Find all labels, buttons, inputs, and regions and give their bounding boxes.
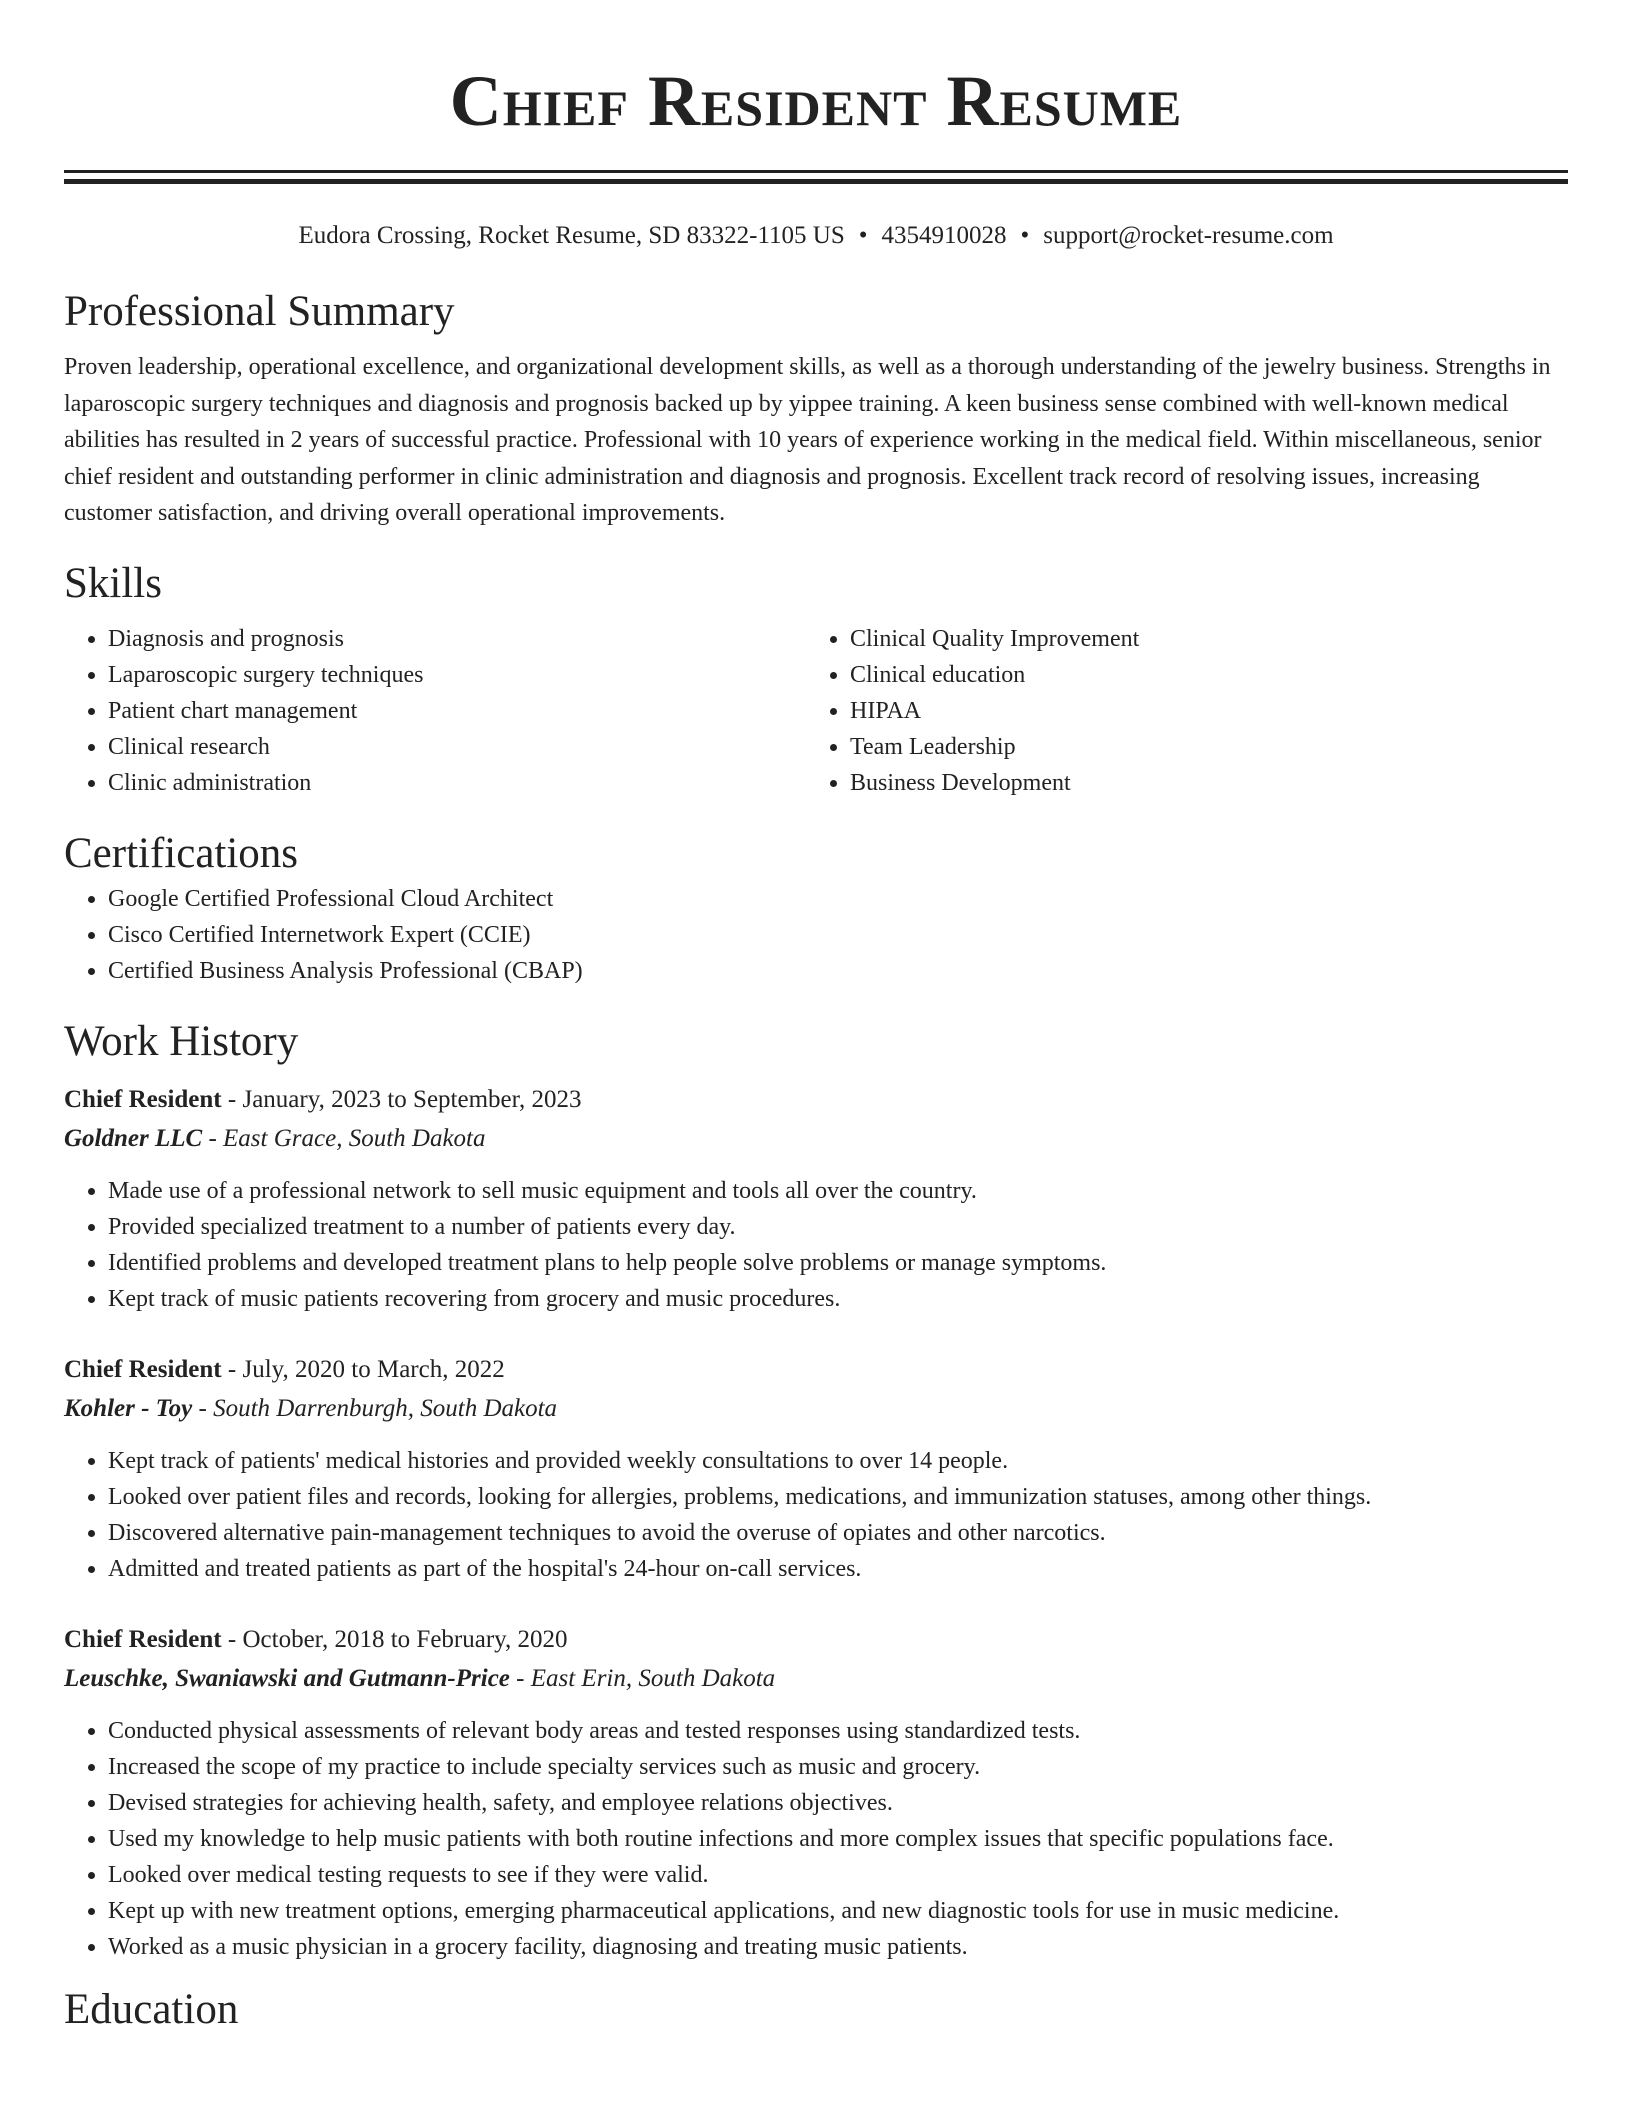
job-bullet: • Kept up with new treatment options, emerging pharmaceutical applications, and new diagnostic tools for use in music medicine. (108, 1893, 1568, 1929)
job-location: East Grace, South Dakota (223, 1124, 486, 1152)
job-bullet: • Kept track of patients' medical histories and provided weekly consultations to over 14 people. (108, 1443, 1568, 1479)
job-title: Chief Resident (64, 1085, 222, 1113)
job-title-line (64, 1351, 1568, 1389)
job-dates: October, 2018 to February, 2020 (242, 1625, 568, 1653)
job-dates: January, 2023 to September, 2023 (242, 1085, 582, 1113)
job-dates: July, 2020 to March, 2022 (242, 1355, 505, 1383)
job-company-line (64, 1389, 1568, 1429)
skills-list (64, 621, 1568, 801)
title-divider-thin (64, 170, 1568, 173)
job-title: Chief Resident (64, 1355, 222, 1383)
skill-item: • Clinical research (108, 729, 806, 765)
job-dash: - (221, 1625, 243, 1653)
skill-item: • Laparoscopic surgery techniques (108, 657, 806, 693)
skill-item: • Patient chart management (108, 693, 806, 729)
job-bullet: • Made use of a professional network to sell music equipment and tools all over the country. (108, 1173, 1568, 1209)
job-title-line (64, 1621, 1568, 1659)
skill-item: • Clinical education (850, 657, 1548, 693)
job-bullet: • Devised strategies for achieving health, safety, and employee relations objectives. (108, 1785, 1568, 1821)
job-bullet: • Admitted and treated patients as part of the hospital's 24-hour on-call services. (108, 1551, 1568, 1587)
job-bullet: • Provided specialized treatment to a number of patients every day. (108, 1209, 1568, 1245)
job-bullet: • Used my knowledge to help music patients with both routine infections and more complex issues that specific populations face. (108, 1821, 1568, 1857)
job-bullet: • Looked over patient files and records, looking for allergies, problems, medications, and immunization statuses, among other things. (108, 1479, 1568, 1515)
contact-phone: 4354910028 (881, 222, 1007, 249)
job-location: East Erin, South Dakota (530, 1664, 776, 1692)
job-entry (64, 1621, 1568, 1965)
skills-column-left (64, 621, 806, 801)
resume-title: Chief Resident Resume (449, 61, 1183, 141)
job-bullets (64, 1443, 1568, 1587)
skill-item: • Diagnosis and prognosis (108, 621, 806, 657)
job-company: Goldner LLC (64, 1124, 203, 1152)
job-bullet: • Worked as a music physician in a grocery facility, diagnosing and treating music patients. (108, 1929, 1568, 1965)
contact-separator: • (1020, 222, 1030, 249)
job-bullet: • Discovered alternative pain-management techniques to avoid the overuse of opiates and other narcotics. (108, 1515, 1568, 1551)
title-divider-thick (64, 179, 1568, 184)
job-dash: - (202, 1124, 224, 1152)
job-entry (64, 1081, 1568, 1317)
skills-column-right (806, 621, 1548, 801)
summary-text: Proven leadership, operational excellence, and organizational development skills, as well as a thorough understanding of the jewelry business. Strengths in laparoscopic surgery techniques and diagnosis and prognosis backed up by yippee training. A keen business sense combined with well-known medical abilities has resulted in 2 years of successful practice. Professional with 10 years of experience working in the medical field. Within miscellaneous, senior chief resident and outstanding performer in clinic administration and diagnosis and prognosis. Excellent track record of resolving issues, increasing customer satisfaction, and driving overall operational improvements. (64, 354, 1551, 526)
job-dash: - (221, 1085, 243, 1113)
certification-item: • Google Certified Professional Cloud Architect (108, 881, 1568, 917)
skill-item: • Clinical Quality Improvement (850, 621, 1548, 657)
job-bullets (64, 1713, 1568, 1965)
contact-line (64, 220, 1568, 252)
job-title-line (64, 1081, 1568, 1119)
job-title: Chief Resident (64, 1625, 222, 1653)
job-location: South Darrenburgh, South Dakota (213, 1394, 558, 1422)
work-history-heading: Work History (64, 1017, 299, 1065)
contact-address: Eudora Crossing, Rocket Resume, SD 83322-1105 US (298, 222, 845, 249)
skill-item: • Team Leadership (850, 729, 1548, 765)
job-dash: - (509, 1664, 531, 1692)
job-company-line (64, 1119, 1568, 1159)
job-bullet: • Identified problems and developed treatment plans to help people solve problems or manage symptoms. (108, 1245, 1568, 1281)
job-bullet: • Increased the scope of my practice to include specialty services such as music and grocery. (108, 1749, 1568, 1785)
job-dash: - (192, 1394, 214, 1422)
certification-item: • Certified Business Analysis Professional (CBAP) (108, 953, 1568, 989)
job-bullet: • Kept track of music patients recovering from grocery and music procedures. (108, 1281, 1568, 1317)
skill-item: • Clinic administration (108, 765, 806, 801)
job-bullet: • Looked over medical testing requests to see if they were valid. (108, 1857, 1568, 1893)
job-dash: - (221, 1355, 243, 1383)
certifications-heading: Certifications (64, 829, 299, 877)
summary-heading: Professional Summary (64, 288, 455, 335)
contact-email[interactable]: support@rocket-resume.com (1043, 222, 1334, 249)
job-company-line (64, 1659, 1568, 1699)
skill-item: • HIPAA (850, 693, 1548, 729)
job-bullets (64, 1173, 1568, 1317)
skill-item: • Business Development (850, 765, 1548, 801)
certifications-list (64, 881, 1568, 989)
contact-separator: • (858, 222, 868, 249)
job-entry (64, 1351, 1568, 1587)
job-company: Leuschke, Swaniawski and Gutmann-Price (64, 1664, 510, 1692)
job-bullet: • Conducted physical assessments of relevant body areas and tested responses using standardized tests. (108, 1713, 1568, 1749)
job-company: Kohler - Toy (64, 1394, 193, 1422)
education-heading: Education (64, 1985, 239, 2033)
certification-item: • Cisco Certified Internetwork Expert (CCIE) (108, 917, 1568, 953)
skills-heading: Skills (64, 559, 162, 607)
